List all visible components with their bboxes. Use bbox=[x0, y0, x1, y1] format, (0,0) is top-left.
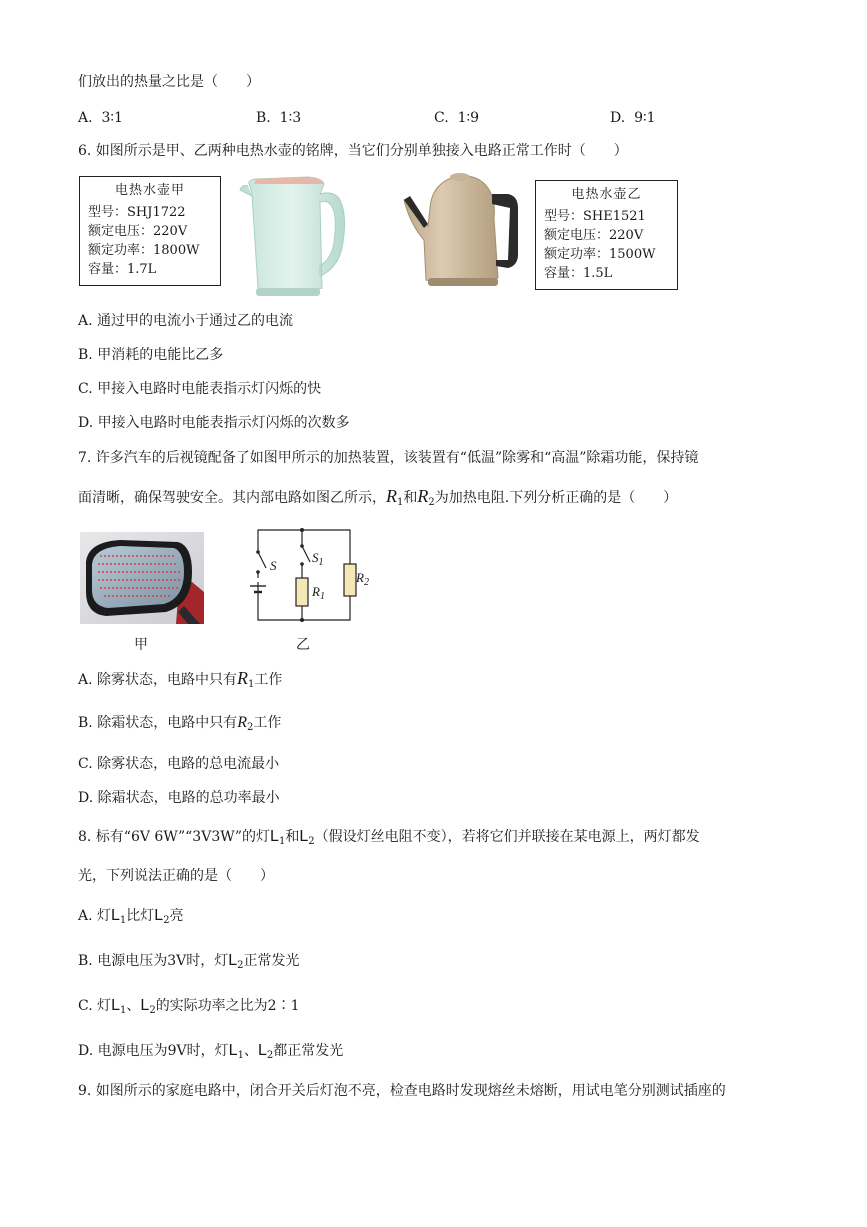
q7-option-d: D. 除霜状态，电路的总功率最小 bbox=[78, 790, 280, 806]
q5-option-b: B. 1∶3 bbox=[256, 110, 302, 126]
switch-s1-label: $S_1$ bbox=[312, 550, 324, 568]
nameplate-jia-row: 额定电压：220V bbox=[88, 224, 188, 239]
nameplate-jia bbox=[79, 176, 221, 286]
nameplate-yi-row: 型号：SHE1521 bbox=[544, 209, 646, 224]
q8-option-c: C. 灯$L_1$、$L_2$的实际功率之比为2∶1 bbox=[78, 997, 300, 1016]
q7-option-a: A. 除雾状态，电路中只有$R_1$工作 bbox=[78, 668, 283, 690]
q7-option-b: B. 除霜状态，电路中只有$R_2$工作 bbox=[78, 714, 282, 733]
heating-circuit-diagram bbox=[240, 524, 360, 626]
q9-stem: 9. 如图所示的家庭电路中，闭合开关后灯泡不亮，检查电路时发现熔丝未熔断，用试电笔分别测试插座的 bbox=[78, 1083, 726, 1099]
q6-option-c: C. 甲接入电路时电能表指示灯闪烁的快 bbox=[78, 381, 322, 397]
nameplate-yi-row: 容量：1.5L bbox=[544, 266, 613, 281]
q5-option-d: D. 9∶1 bbox=[610, 110, 656, 126]
q6-stem: 6. 如图所示是甲、乙两种电热水壶的铭牌，当它们分别单独接入电路正常工作时（ ） bbox=[78, 143, 628, 159]
kettle-jia-image bbox=[236, 170, 356, 302]
q8-stem-line1: 8. 标有“6V 6W”“3V3W”的灯$L_1$和$L_2$（假设灯丝电阻不变），若将它们并联接在某电源上，两灯都发 bbox=[78, 828, 700, 847]
q8-option-d: D. 电源电压为9V时，灯$L_1$、$L_2$都正常发光 bbox=[78, 1042, 344, 1061]
q6-option-d: D. 甲接入电路时电能表指示灯闪烁的次数多 bbox=[78, 415, 350, 431]
figure-yi-caption: 乙 bbox=[296, 637, 310, 653]
nameplate-jia-title: 电热水壶甲 bbox=[114, 183, 185, 198]
switch-s-label: S bbox=[270, 558, 277, 573]
q6-option-a: A. 通过甲的电流小于通过乙的电流 bbox=[78, 313, 294, 329]
nameplate-jia-row: 型号：SHJ1722 bbox=[88, 205, 186, 220]
q6-option-b: B. 甲消耗的电能比乙多 bbox=[78, 347, 224, 363]
nameplate-jia-row: 额定功率：1800W bbox=[88, 243, 200, 258]
q8-stem-line2: 光，下列说法正确的是（ ） bbox=[78, 868, 274, 884]
figure-jia-caption: 甲 bbox=[134, 637, 148, 653]
nameplate-yi bbox=[535, 180, 678, 290]
car-mirror-image bbox=[80, 532, 204, 624]
q5-option-a: A. 3∶1 bbox=[78, 110, 123, 126]
q8-option-b: B. 电源电压为3V时，灯$L_2$正常发光 bbox=[78, 952, 300, 971]
nameplate-jia-row: 容量：1.7L bbox=[88, 262, 157, 277]
resistor-r2-label: $R_2$ bbox=[356, 570, 369, 588]
q7-option-c: C. 除雾状态，电路的总电流最小 bbox=[78, 756, 280, 772]
q5-option-c: C. 1∶9 bbox=[434, 110, 480, 126]
nameplate-yi-title: 电热水壶乙 bbox=[571, 187, 642, 202]
kettle-yi-image bbox=[402, 168, 526, 296]
nameplate-yi-row: 额定功率：1500W bbox=[544, 247, 656, 262]
q8-option-a: A. 灯$L_1$比灯$L_2$亮 bbox=[78, 907, 184, 926]
q7-stem-line1: 7. 许多汽车的后视镜配备了如图甲所示的加热装置，该装置有“低温”除雾和“高温”除霜功能，保持镜 bbox=[78, 450, 699, 466]
nameplate-yi-row: 额定电压：220V bbox=[544, 228, 644, 243]
q5-stem-tail: 们放出的热量之比是（ ） bbox=[78, 74, 260, 90]
q7-stem-line2: 面清晰，确保驾驶安全。其内部电路如图乙所示，$R_1$和$R_2$为加热电阻.下列分析正确的是（ ） bbox=[78, 486, 678, 508]
resistor-r1-label: $R_1$ bbox=[312, 584, 325, 602]
